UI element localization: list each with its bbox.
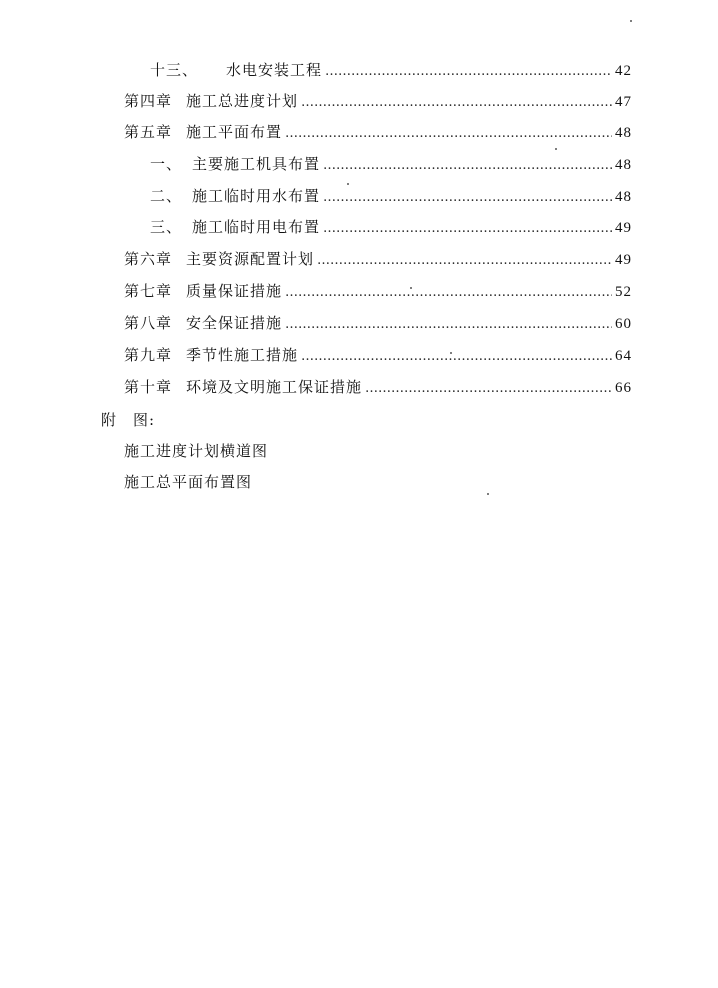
toc-dot-leader (301, 349, 612, 364)
toc-dot-leader (323, 190, 612, 205)
toc-page-number: 48 (615, 157, 632, 173)
toc-title: 主要施工机具布置 (192, 155, 321, 173)
toc-line-chapter-8 (124, 312, 632, 333)
toc-page-number: 48 (615, 189, 632, 205)
toc-number: 二、 (150, 187, 183, 205)
toc-line-chapter-5 (124, 121, 632, 142)
toc-dot-leader (325, 64, 612, 79)
toc-number: 第五章 (124, 123, 173, 141)
toc-line-chapter-10 (124, 376, 632, 397)
toc-line-chapter-7 (124, 280, 632, 301)
toc-title: 施工平面布置 (186, 123, 283, 141)
toc-page-number: 60 (615, 316, 632, 332)
toc-line-chapter-4 (124, 90, 632, 111)
toc-page-number: 42 (615, 63, 632, 79)
scan-speck (487, 493, 489, 495)
toc-dot-leader (285, 317, 612, 332)
toc-number: 十三、 (150, 61, 199, 79)
toc-line-chapter-6 (124, 248, 632, 269)
toc-page-number: 48 (615, 125, 632, 141)
toc-line-13-hydro-electric (150, 59, 632, 80)
toc-line-5-1 (150, 153, 632, 174)
toc-page-number: 66 (615, 380, 632, 396)
toc-page-number: 47 (615, 94, 632, 110)
toc-page-number: 49 (615, 220, 632, 236)
toc-title: 质量保证措施 (186, 282, 283, 300)
toc-title: 安全保证措施 (186, 314, 283, 332)
appendix-item: 施工总平面布置图 (124, 473, 253, 491)
toc-number: 第十章 (124, 378, 173, 396)
toc-title: 水电安装工程 (226, 61, 323, 79)
toc-title: 施工临时用水布置 (192, 187, 321, 205)
toc-dot-leader (301, 95, 612, 110)
toc-title: 施工临时用电布置 (192, 218, 321, 236)
scan-speck (410, 287, 412, 289)
toc-title: 施工总进度计划 (186, 92, 299, 110)
toc-title: 主要资源配置计划 (186, 250, 315, 268)
toc-dot-leader (285, 285, 612, 300)
toc-title: 季节性施工措施 (186, 346, 299, 364)
toc-title: 环境及文明施工保证措施 (186, 378, 363, 396)
toc-dot-leader (317, 253, 612, 268)
toc-number: 第七章 (124, 282, 173, 300)
toc-number: 第八章 (124, 314, 173, 332)
toc-number: 第四章 (124, 92, 173, 110)
toc-line-5-2 (150, 185, 632, 206)
toc-number: 第九章 (124, 346, 173, 364)
toc-number: 一、 (150, 155, 183, 173)
scan-speck (450, 352, 452, 354)
scan-speck (347, 183, 349, 185)
toc-line-chapter-9 (124, 344, 632, 365)
appendix-heading: 附 图: (101, 411, 156, 429)
scan-speck (555, 148, 557, 150)
toc-page-number: 64 (615, 348, 632, 364)
toc-number: 第六章 (124, 250, 173, 268)
toc-dot-leader (285, 126, 612, 141)
toc-number: 三、 (150, 218, 183, 236)
toc-line-5-3 (150, 216, 632, 237)
toc-page-number: 52 (615, 284, 632, 300)
toc-page-number: 49 (615, 252, 632, 268)
toc-dot-leader (365, 381, 612, 396)
toc-dot-leader (323, 221, 612, 236)
appendix-item: 施工进度计划横道图 (124, 442, 269, 460)
toc-dot-leader (323, 158, 612, 173)
scan-speck (630, 20, 632, 22)
